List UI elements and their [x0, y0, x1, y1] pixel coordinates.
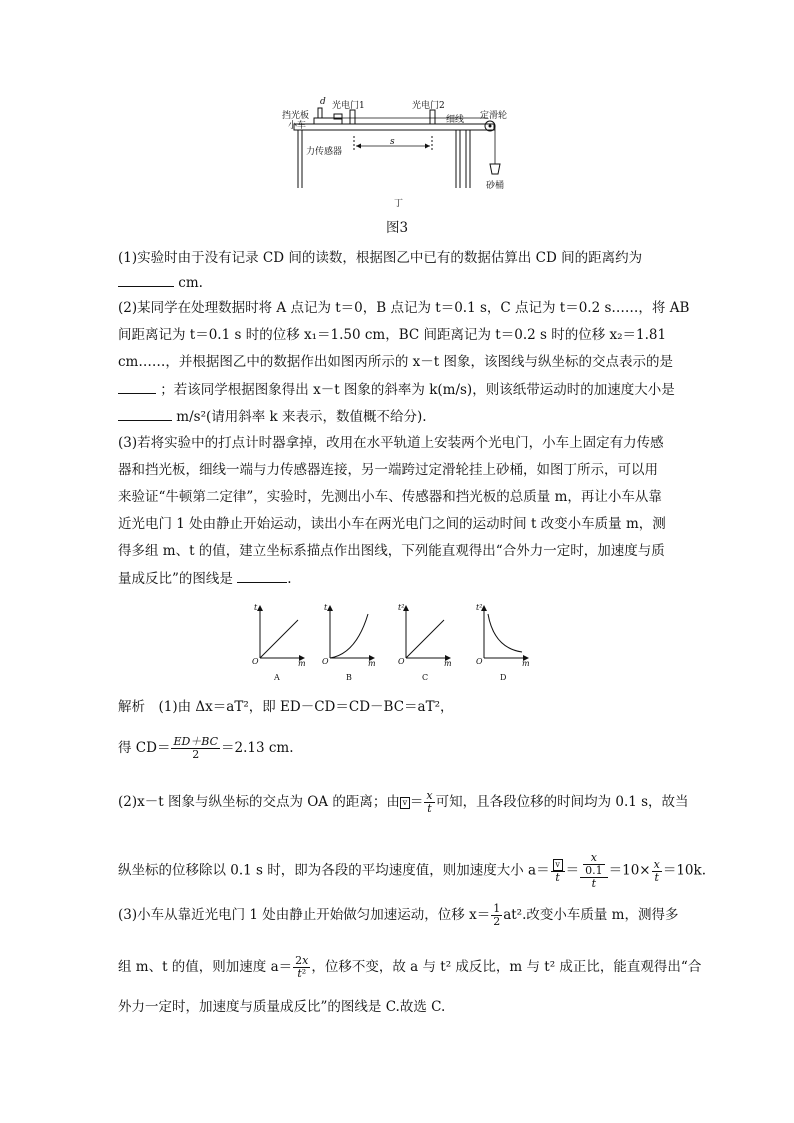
q1-line2: [118, 272, 203, 293]
q2-answer-blank-2[interactable]: [118, 406, 172, 421]
graph-a-y: t: [254, 603, 258, 612]
q2-line5: m/s²(请用斜率 k 来表示，数值概不给分).: [118, 406, 427, 427]
graph-c-y: t²: [398, 603, 405, 612]
solution-line2: 得 CD＝ $\frac{ED+BC}{2}$ ＝2.13 cm.: [118, 735, 294, 761]
graph-c[interactable]: [398, 603, 452, 682]
q3-line6: 量成反比”的图线是 .: [118, 568, 292, 589]
q3-line3: 来验证“牛顿第二定律”，实验时，先测出小车、传感器和挡光板的总质量 m，再让小车从靠: [118, 489, 662, 505]
graph-c-o: O: [398, 657, 405, 666]
solution-line1: 解析 (1)由 Δx＝aT²，即 ED－CD＝CD－BC＝aT²，: [118, 699, 454, 715]
label-baffle: 挡光板: [282, 111, 310, 121]
solution-line3: (2)x－t 图象与纵坐标的交点为 OA 的距离；由 v ＝ $\frac{x}{t}$ 可知，且各段位移的时间均为 0.1 s，故当: [118, 789, 689, 815]
graph-a-x: m: [298, 659, 306, 668]
graph-a[interactable]: [252, 603, 306, 682]
q3-answer-blank[interactable]: [237, 568, 287, 583]
v-symbol: v: [400, 797, 410, 809]
solution-line6: 组 m、t 的值，则加速度 a＝ $\frac{2x}{\text{t²}}$ ，位移不变，故 a 与 t² 成反比，m 与 t² 成正比，能直观得出“合: [118, 954, 702, 980]
graph-b-o: O: [322, 657, 329, 666]
graph-b-label: B: [346, 673, 352, 682]
graph-d-label: D: [500, 673, 507, 682]
apparatus-figure: [280, 96, 520, 216]
graph-d-y: t²: [476, 603, 483, 612]
graph-a-o: O: [252, 657, 259, 666]
q2-line4: ；若该同学根据图象得出 x－t 图象的斜率为 k(m/s)，则该纸带运动时的加速度大小是: [118, 379, 675, 400]
solution-line7: 外力一定时，加速度与质量成反比”的图线是 C.故选 C.: [118, 999, 446, 1015]
q2-line3: cm……，并根据图乙中的数据作出如图丙所示的 x－t 图象，该图线与纵坐标的交点表示的是: [118, 354, 673, 370]
graph-d[interactable]: [476, 603, 530, 682]
q2-answer-blank-1[interactable]: [118, 379, 156, 394]
label-string: 细线: [446, 115, 465, 125]
label-gate2: 光电门2: [412, 101, 445, 111]
label-bucket: 砂桶: [486, 181, 505, 191]
q1-line1: (1)实验时由于没有记录 CD 间的读数，根据图乙中已有的数据估算出 CD 间的距离约为: [118, 250, 643, 266]
q3-line1: (3)若将实验中的打点计时器拿掉，改用在水平轨道上安装两个光电门，小车上固定有力传感: [118, 435, 664, 451]
label-sensor: 力传感器: [306, 147, 343, 157]
label-s: s: [390, 137, 395, 147]
solution-line5: (3)小车从靠近光电门 1 处由静止开始做匀加速运动，位移 x＝ $\frac{1}{2}$ at².改变小车质量 m，测得多: [118, 902, 679, 928]
fraction-cd: $\frac{ED+BC}{2}$: [173, 735, 219, 761]
figure-caption: 图3: [386, 220, 409, 236]
graph-b[interactable]: [322, 603, 376, 682]
graph-d-x: m: [522, 659, 530, 668]
q2-line1: (2)某同学在处理数据时将 A 点记为 t＝0，B 点记为 t＝0.1 s，C 点记为 t＝0.2 s……，将 AB: [118, 300, 690, 316]
q1-unit: cm.: [178, 275, 203, 291]
q2-line2: 间距离记为 t＝0.1 s 时的位移 x₁＝1.50 cm，BC 间距离记为 t＝0.2 s 时的位移 x₂＝1.81: [118, 327, 667, 343]
graph-b-y: t: [324, 603, 328, 612]
graph-d-o: O: [476, 657, 483, 666]
graph-a-label: A: [274, 673, 280, 682]
graph-c-label: C: [422, 673, 429, 682]
option-graphs: [250, 600, 550, 684]
q3-line4: 近光电门 1 处由静止开始运动，读出小车在两光电门之间的运动时间 t 改变小车质量 m，测: [118, 516, 666, 532]
label-pulley: 定滑轮: [480, 111, 508, 121]
graph-c-x: m: [444, 659, 452, 668]
q3-line5: 得多组 m、t 的值，建立坐标系描点作出图线，下列能直观得出“合外力一定时，加速度与质: [118, 543, 665, 559]
solution-line4: 纵坐标的位移除以 0.1 s 时，即为各段的平均速度值，则加速度大小 a＝ $\frac{v}{t}$ ＝ $\frac{\frac{x}{0.1}}{t}$ ＝10× $\frac{x}{t}$ ＝10k.: [118, 851, 706, 890]
label-cart: 小车: [288, 121, 307, 131]
graph-b-x: m: [368, 659, 376, 668]
q3-line2: 器和挡光板，细线一端与力传感器连接，另一端跨过定滑轮挂上砂桶，如图丁所示，可以用: [118, 462, 658, 478]
label-d: d: [320, 97, 326, 107]
label-sub: 丁: [394, 199, 404, 209]
q1-answer-blank[interactable]: [118, 272, 174, 287]
label-gate1: 光电门1: [332, 101, 365, 111]
